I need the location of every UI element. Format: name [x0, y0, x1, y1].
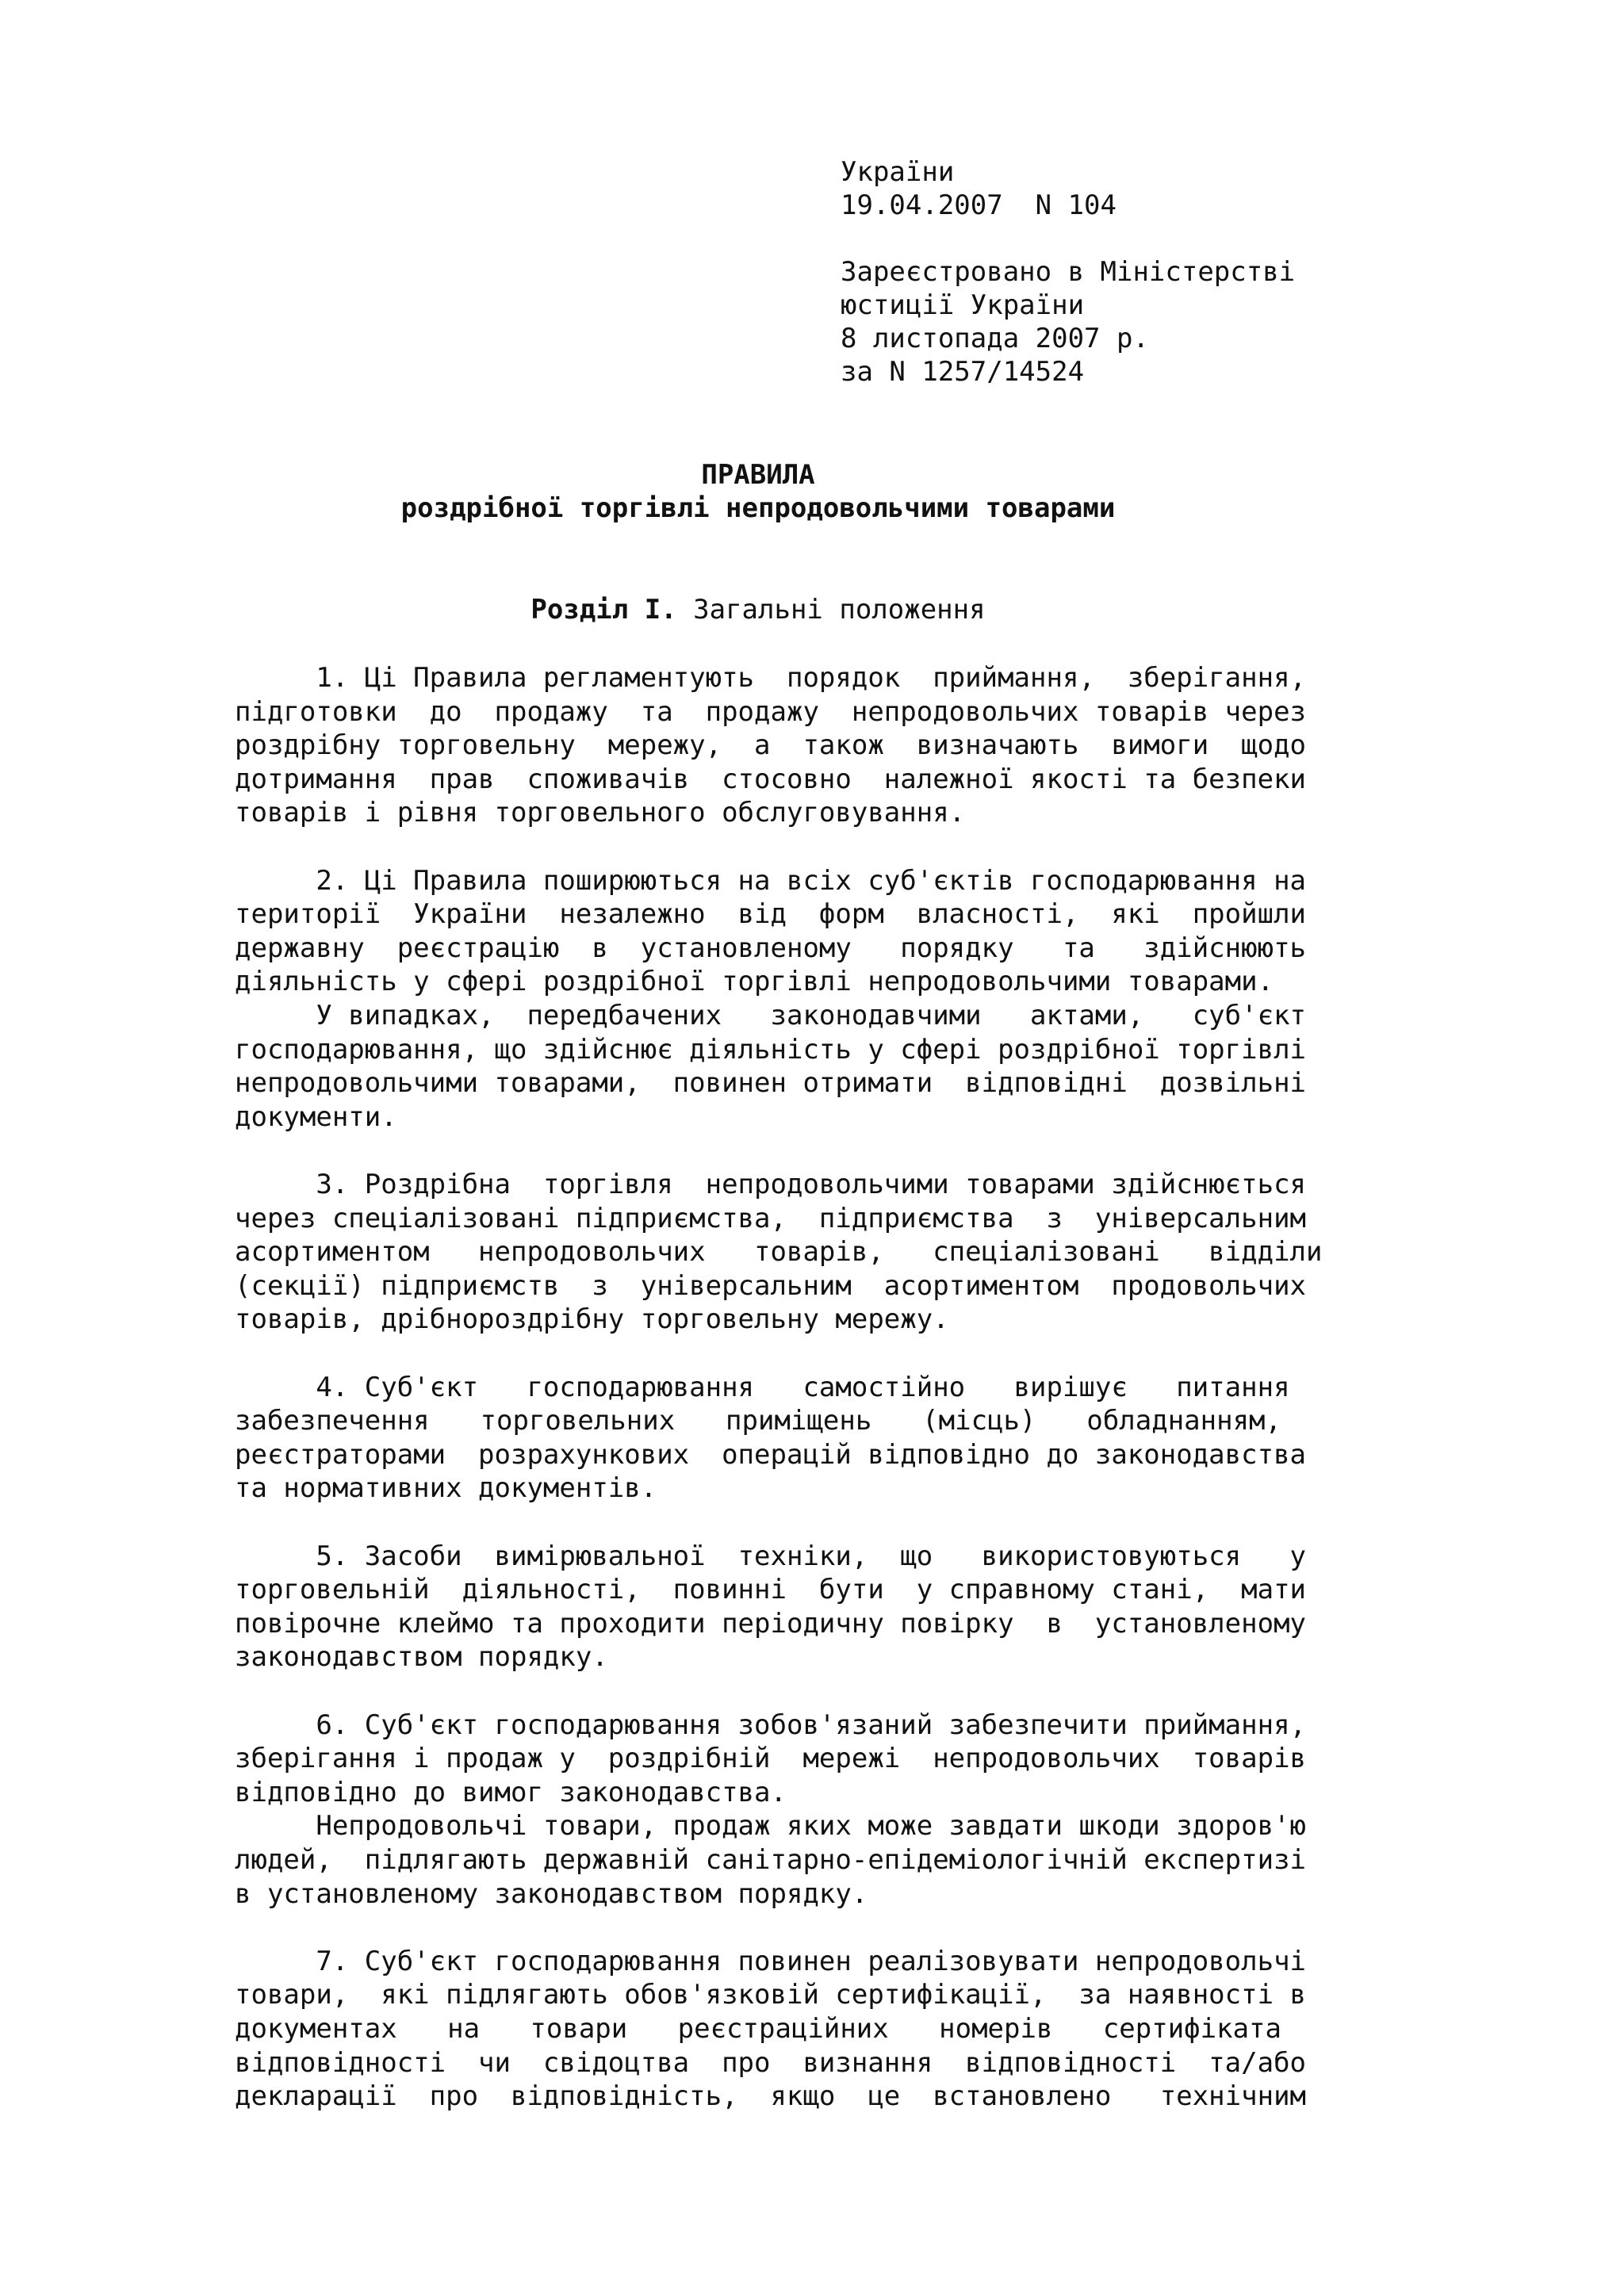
- body-line: дотримання прав споживачів стосовно належної якості та безпеки: [235, 763, 1307, 795]
- body-line: товарів, дрібнороздрібну торговельну мережу.: [235, 1303, 949, 1335]
- body-line: через спеціалізовані підприємства, підприємства з універсальним: [235, 1203, 1307, 1234]
- body-line: зберігання і продаж у роздрібній мережі непродовольчих товарів: [235, 1743, 1307, 1774]
- body-line: відповідно до вимог законодавства.: [235, 1777, 787, 1808]
- body-line: в установленому законодавством порядку.: [235, 1878, 868, 1910]
- section-heading: [235, 593, 1281, 626]
- body-line: відповідності чи свідоцтва про визнання відповідності та/або: [235, 2047, 1307, 2079]
- body-line: декларації про відповідність, якщо це встановлено технічним: [235, 2080, 1307, 2112]
- header-line: за N 1257/14524: [841, 356, 1085, 388]
- body-line: 4. Суб'єкт господарювання самостійно вирішує питання: [235, 1372, 1290, 1403]
- blank-line: [235, 1134, 1281, 1167]
- body-line: та нормативних документів.: [235, 1472, 657, 1504]
- body-line: торговельній діяльності, повинні бути у справному стані, мати: [235, 1574, 1307, 1605]
- body-line: діяльність у сфері роздрібної торгівлі непродовольчими товарами.: [235, 966, 1274, 997]
- header-line: Зареєстровано в Міністерстві: [841, 256, 1296, 288]
- header-line: 8 листопада 2007 р.: [841, 323, 1149, 354]
- blank-line: [235, 1911, 1281, 1944]
- body-line: 5. Засоби вимірювальної техніки, що використовуються у: [235, 1540, 1307, 1572]
- body-line: державну реєстрацію в установленому порядку та здійснюють: [235, 932, 1307, 964]
- blank-line: [235, 1674, 1281, 1708]
- body-line: 7. Суб'єкт господарювання повинен реалізовувати непродовольчі: [235, 1946, 1307, 1977]
- body-line: У випадках, передбачених законодавчими актами, суб'єкт: [235, 1000, 1307, 1031]
- section-label: Розділ I.: [530, 594, 677, 626]
- body-line: реєстраторами розрахункових операцій відповідно до законодавства: [235, 1439, 1307, 1471]
- body-line: 3. Роздрібна торгівля непродовольчими товарами здійснюється: [235, 1169, 1307, 1200]
- body-line: людей, підлягають державній санітарно-епідеміологічній експертизі: [235, 1844, 1307, 1876]
- body-line: асортиментом непродовольчих товарів, спеціалізовані відділи: [235, 1236, 1323, 1268]
- blank-line: [235, 1337, 1281, 1370]
- body-line: товарів і рівня торговельного обслуговування.: [235, 797, 966, 828]
- body-line: території України незалежно від форм власності, які пройшли: [235, 898, 1307, 930]
- section-name: Загальні положення: [693, 594, 986, 626]
- body-line: повірочне клеймо та проходити періодичну повірку в установленому: [235, 1608, 1307, 1640]
- body-line: підготовки до продажу та продажу непродовольчих товарів через: [235, 696, 1307, 728]
- body-line: документах на товари реєстраційних номерів сертифіката: [235, 2013, 1281, 2045]
- document-title: ПРАВИЛА: [701, 459, 815, 491]
- body-line: 1. Ці Правила регламентують порядок приймання, зберігання,: [235, 662, 1307, 694]
- body-line: 6. Суб'єкт господарювання зобов'язаний забезпечити приймання,: [235, 1709, 1307, 1741]
- body-line: документи.: [235, 1101, 397, 1133]
- blank-line: [235, 1506, 1281, 1539]
- body-line: господарювання, що здійснює діяльність у сфері роздрібної торгівлі: [235, 1034, 1307, 1066]
- header-line: України: [841, 156, 955, 188]
- document-subtitle: роздрібної торгівлі непродовольчими товарами: [400, 492, 1116, 524]
- body-line: непродовольчими товарами, повинен отримати відповідні дозвільні: [235, 1067, 1307, 1099]
- body-line: роздрібну торговельну мережу, а також визначають вимоги щодо: [235, 729, 1307, 761]
- blank-line: [235, 830, 1281, 863]
- header-line: юстиції України: [841, 289, 1085, 321]
- body-line: Непродовольчі товари, продаж яких може завдати шкоди здоров'ю: [235, 1810, 1307, 1842]
- header-line: 19.04.2007 N 104: [841, 189, 1116, 221]
- body-line: забезпечення торговельних приміщень (місць) обладнанням,: [235, 1405, 1281, 1437]
- body-line: законодавством порядку.: [235, 1641, 608, 1673]
- body-line: 2. Ці Правила поширюються на всіх суб'єктів господарювання на: [235, 865, 1307, 897]
- body-line: товари, які підлягають обов'язковій сертифікації, за наявності в: [235, 1979, 1307, 2011]
- body-line: (секції) підприємств з універсальним асортиментом продовольчих: [235, 1270, 1307, 1302]
